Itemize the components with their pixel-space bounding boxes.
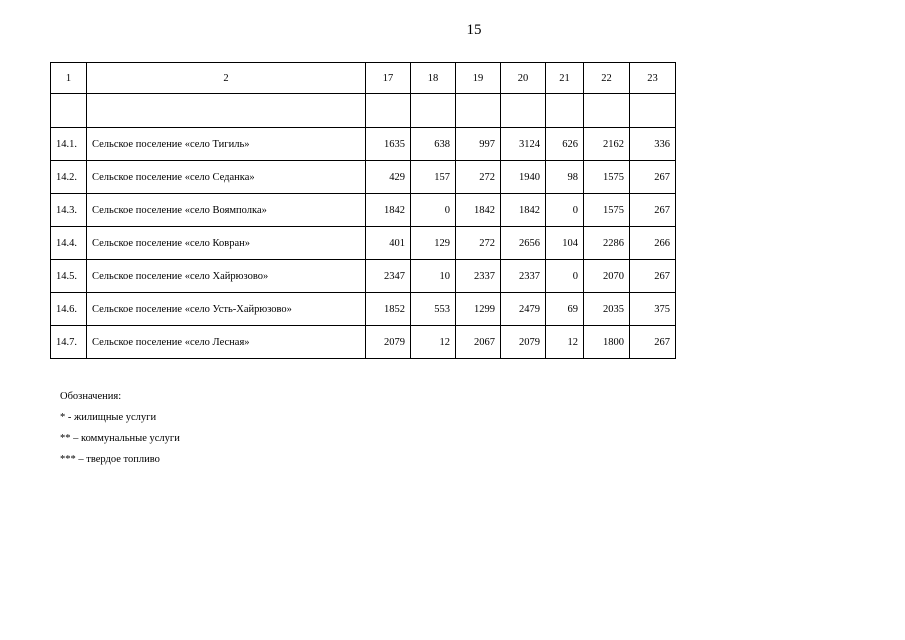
- table-row: [51, 161, 676, 194]
- settlement-name: Сельское поселение «село Усть-Хайрюзово»: [87, 293, 366, 326]
- empty-row: [51, 94, 676, 128]
- value-cell: 2286: [584, 227, 630, 260]
- value-cell: 1299: [456, 293, 501, 326]
- table-row: [51, 227, 676, 260]
- column-header: 22: [584, 63, 630, 94]
- value-cell: 1842: [456, 194, 501, 227]
- value-cell: 1842: [501, 194, 546, 227]
- value-cell: 2162: [584, 128, 630, 161]
- value-cell: 12: [411, 326, 456, 359]
- value-cell: 336: [630, 128, 676, 161]
- value-cell: 2070: [584, 260, 630, 293]
- data-table: [50, 62, 676, 359]
- settlement-name: Сельское поселение «село Хайрюзово»: [87, 260, 366, 293]
- value-cell: 0: [546, 194, 584, 227]
- row-number: 14.5.: [51, 260, 87, 293]
- value-cell: 98: [546, 161, 584, 194]
- column-header: 23: [630, 63, 676, 94]
- value-cell: 375: [630, 293, 676, 326]
- table-row: [51, 194, 676, 227]
- column-header: 17: [366, 63, 411, 94]
- column-header: 19: [456, 63, 501, 94]
- value-cell: 272: [456, 161, 501, 194]
- table-cell: [456, 94, 501, 128]
- value-cell: 129: [411, 227, 456, 260]
- settlement-name: Сельское поселение «село Воямполка»: [87, 194, 366, 227]
- row-number: 14.4.: [51, 227, 87, 260]
- value-cell: 626: [546, 128, 584, 161]
- table-cell: [87, 94, 366, 128]
- value-cell: 2347: [366, 260, 411, 293]
- header-row: [51, 63, 676, 94]
- row-number: 14.2.: [51, 161, 87, 194]
- page-number: 15: [466, 22, 482, 38]
- table-row: [51, 293, 676, 326]
- table-cell: [546, 94, 584, 128]
- value-cell: 2337: [501, 260, 546, 293]
- column-header: 2: [87, 63, 366, 94]
- settlement-name: Сельское поселение «село Седанка»: [87, 161, 366, 194]
- value-cell: 2479: [501, 293, 546, 326]
- value-cell: 2079: [366, 326, 411, 359]
- column-header: 1: [51, 63, 87, 94]
- value-cell: 267: [630, 326, 676, 359]
- value-cell: 2035: [584, 293, 630, 326]
- value-cell: 553: [411, 293, 456, 326]
- settlement-name: Сельское поселение «село Тигиль»: [87, 128, 366, 161]
- value-cell: 1842: [366, 194, 411, 227]
- value-cell: 1940: [501, 161, 546, 194]
- table-row: [51, 260, 676, 293]
- column-header: 18: [411, 63, 456, 94]
- legend: [60, 390, 180, 474]
- row-number: 14.7.: [51, 326, 87, 359]
- value-cell: 1575: [584, 194, 630, 227]
- value-cell: 1575: [584, 161, 630, 194]
- row-number: 14.6.: [51, 293, 87, 326]
- value-cell: 2337: [456, 260, 501, 293]
- value-cell: 2079: [501, 326, 546, 359]
- value-cell: 1800: [584, 326, 630, 359]
- table-body: [51, 128, 676, 359]
- value-cell: 267: [630, 260, 676, 293]
- value-cell: 1635: [366, 128, 411, 161]
- value-cell: 638: [411, 128, 456, 161]
- value-cell: 266: [630, 227, 676, 260]
- value-cell: 0: [546, 260, 584, 293]
- table-cell: [501, 94, 546, 128]
- value-cell: 12: [546, 326, 584, 359]
- row-number: 14.1.: [51, 128, 87, 161]
- table-cell: [51, 94, 87, 128]
- value-cell: 10: [411, 260, 456, 293]
- value-cell: 267: [630, 194, 676, 227]
- column-header: 20: [501, 63, 546, 94]
- value-cell: 69: [546, 293, 584, 326]
- value-cell: 157: [411, 161, 456, 194]
- table-row: [51, 326, 676, 359]
- value-cell: 2067: [456, 326, 501, 359]
- legend-title: Обозначения:: [60, 391, 122, 402]
- value-cell: 2656: [501, 227, 546, 260]
- settlement-name: Сельское поселение «село Ковран»: [87, 227, 366, 260]
- table-cell: [584, 94, 630, 128]
- value-cell: 1852: [366, 293, 411, 326]
- table-row: [51, 128, 676, 161]
- settlement-name: Сельское поселение «село Лесная»: [87, 326, 366, 359]
- value-cell: 104: [546, 227, 584, 260]
- legend-item: *** – твердое топливо: [60, 454, 160, 465]
- legend-item: ** – коммунальные услуги: [60, 433, 180, 444]
- value-cell: 3124: [501, 128, 546, 161]
- value-cell: 429: [366, 161, 411, 194]
- value-cell: 997: [456, 128, 501, 161]
- legend-item: * - жилищные услуги: [60, 412, 157, 423]
- value-cell: 272: [456, 227, 501, 260]
- column-header: 21: [546, 63, 584, 94]
- table-cell: [630, 94, 676, 128]
- value-cell: 267: [630, 161, 676, 194]
- table-cell: [366, 94, 411, 128]
- table-cell: [411, 94, 456, 128]
- value-cell: 401: [366, 227, 411, 260]
- value-cell: 0: [411, 194, 456, 227]
- row-number: 14.3.: [51, 194, 87, 227]
